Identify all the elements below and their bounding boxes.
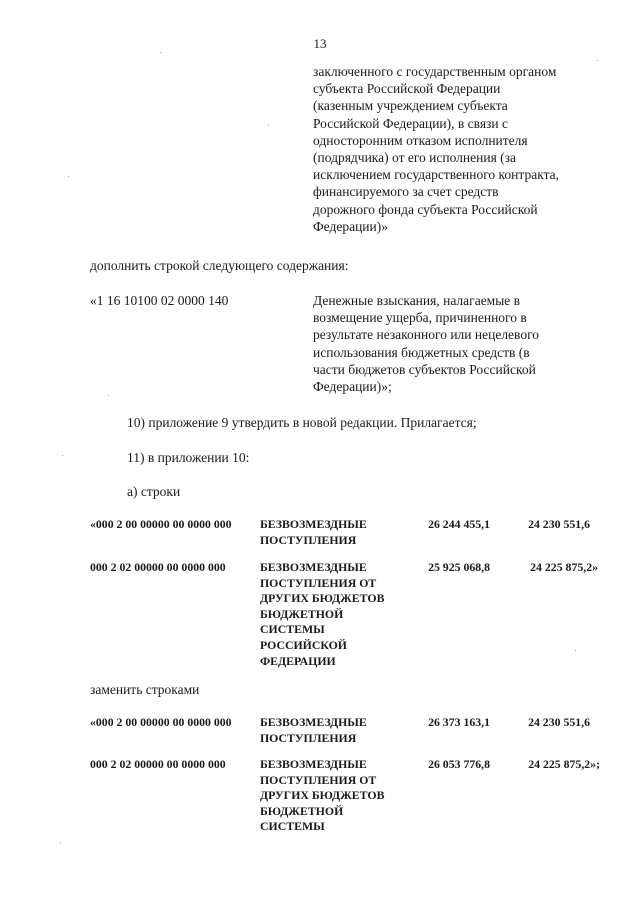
- text-line: СИСТЕМЫ: [260, 622, 325, 637]
- row-value-1: 25 925 068,8: [428, 560, 490, 574]
- text-line: заключенного с государственным органом: [313, 64, 557, 79]
- row-value-1: 26 373 163,1: [428, 715, 490, 729]
- text-line: односторонним отказом исполнителя: [313, 132, 528, 148]
- text-line: дорожного фонда субъекта Российской: [313, 201, 538, 217]
- page-number: 13: [313, 36, 327, 51]
- row-value-1: 26 244 455,1: [428, 517, 490, 531]
- text-line: ДРУГИХ БЮДЖЕТОВ: [260, 591, 385, 606]
- row-code: 000 2 02 00000 00 0000 000: [90, 560, 226, 574]
- text-line: БЕЗВОЗМЕЗДНЫЕ: [260, 757, 367, 771]
- text-line: исключением государственного контракта,: [313, 167, 560, 183]
- row-code: «000 2 00 00000 00 0000 000: [90, 517, 232, 531]
- item-11: 11) в приложении 10:: [127, 450, 250, 465]
- text-line: БЕЗВОЗМЕЗДНЫЕ: [260, 715, 367, 729]
- text-line: Российской Федерации), в связи с: [313, 115, 508, 131]
- supplement-intro: дополнить строкой следующего содержания:: [90, 258, 349, 273]
- text-line: финансируемого за счет средств: [313, 184, 499, 200]
- text-line: ДРУГИХ БЮДЖЕТОВ: [260, 788, 385, 803]
- scan-speck: [268, 125, 269, 126]
- row-name: [260, 757, 384, 835]
- row-code: 000 2 02 00000 00 0000 000: [90, 757, 226, 771]
- text-line: Федерации)»;: [313, 379, 392, 395]
- row-value-1: 26 053 776,8: [428, 757, 490, 771]
- subitem-a: а) строки: [127, 484, 181, 499]
- row-value-2: 24 230 551,6: [528, 517, 590, 531]
- row-value-2: 24 230 551,6: [528, 715, 590, 729]
- text-line: СИСТЕМЫ: [260, 819, 325, 834]
- text-line: БЮДЖЕТНОЙ: [260, 803, 344, 818]
- scan-speck: [60, 842, 61, 843]
- text-line: использования бюджетных средств (в: [313, 344, 530, 360]
- continuation-paragraph: [313, 63, 559, 235]
- text-line: ПОСТУПЛЕНИЯ: [260, 730, 357, 745]
- text-line: ФЕДЕРАЦИИ: [260, 653, 336, 668]
- text-line: ПОСТУПЛЕНИЯ ОТ: [260, 772, 377, 787]
- text-line: субъекта Российской Федерации: [313, 81, 501, 97]
- text-line: части бюджетов субъектов Российской: [313, 361, 536, 377]
- row-name: [260, 517, 367, 548]
- text-line: БЮДЖЕТНОЙ: [260, 606, 344, 621]
- text-line: результате незаконного или нецелевого: [313, 327, 540, 343]
- text-line: БЕЗВОЗМЕЗДНЫЕ: [260, 560, 367, 574]
- text-line: возмещение ущерба, причиненного в: [313, 310, 527, 326]
- text-line: (подрядчика) от его исполнения (за: [313, 150, 516, 166]
- replace-text: заменить строками: [90, 682, 200, 697]
- text-line: Федерации)»: [313, 218, 389, 234]
- budget-code: «1 16 10100 02 0000 140: [90, 293, 229, 308]
- scan-speck: [597, 60, 598, 61]
- text-line: БЕЗВОЗМЕЗДНЫЕ: [260, 517, 367, 531]
- item-10: 10) приложение 9 утвердить в новой редакции. Прилагается;: [127, 415, 477, 430]
- row-name: [260, 560, 384, 669]
- row-value-2: 24 225 875,2»: [530, 560, 598, 574]
- budget-code-description: [313, 292, 539, 395]
- scan-speck: [160, 52, 161, 53]
- text-line: (казенным учреждением субъекта: [313, 98, 508, 114]
- text-line: ПОСТУПЛЕНИЯ ОТ: [260, 575, 377, 590]
- row-value-2: 24 225 875,2»;: [528, 757, 600, 771]
- text-line: РОССИЙСКОЙ: [260, 637, 347, 652]
- scan-speck: [575, 650, 576, 651]
- text-line: ПОСТУПЛЕНИЯ: [260, 532, 357, 547]
- row-code: «000 2 00 00000 00 0000 000: [90, 715, 232, 729]
- scan-speck: [68, 176, 69, 177]
- text-line: Денежные взыскания, налагаемые в: [313, 293, 521, 308]
- scan-speck: [62, 455, 63, 456]
- scan-speck: [108, 395, 109, 396]
- row-name: [260, 715, 367, 746]
